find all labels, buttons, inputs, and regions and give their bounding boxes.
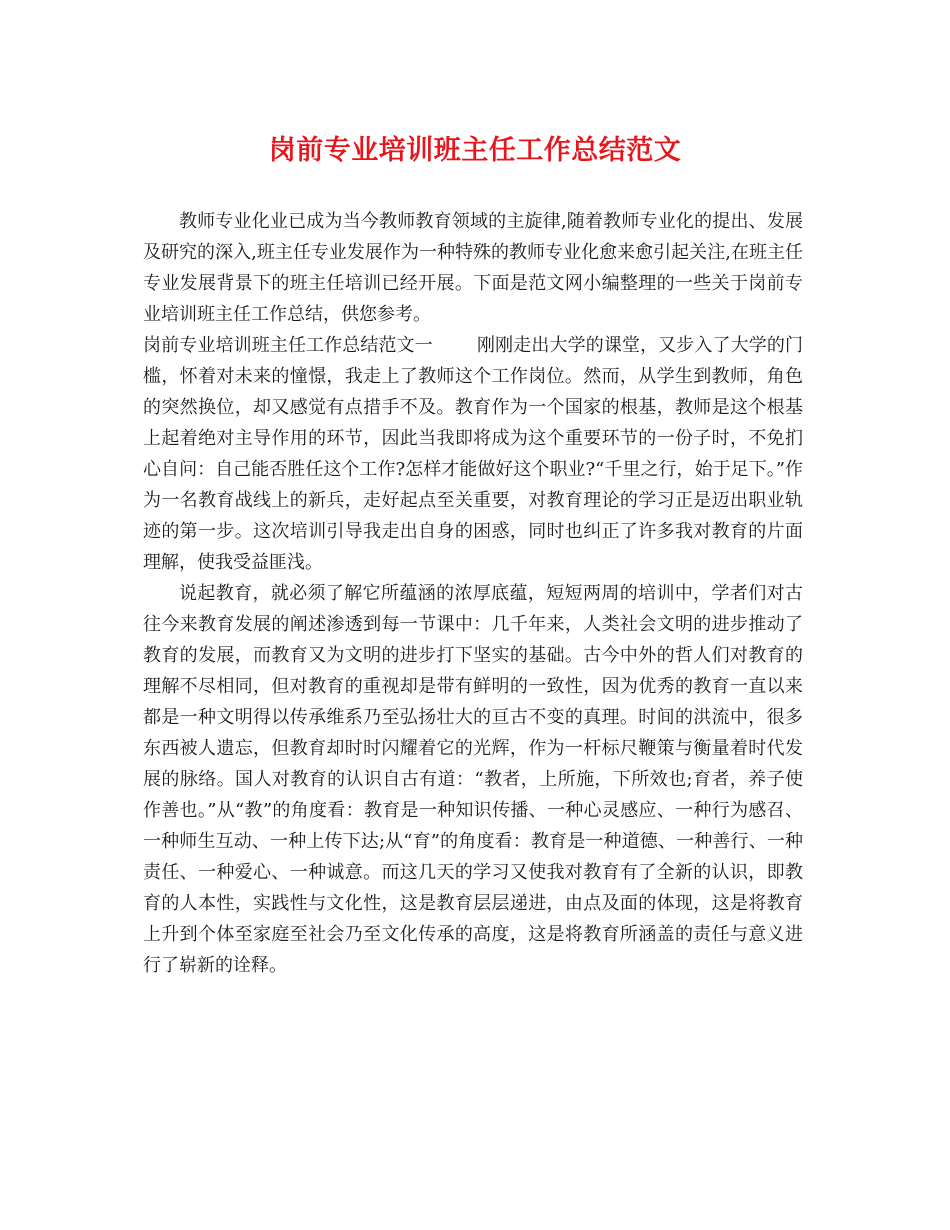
body-paragraph-2: 说起教育，就必须了解它所蕴涵的浓厚底蕴，短短两周的培训中，学者们对古往今来教育发展的阐述渗透到每一节课中：几千年来，人类社会文明的进步推动了教育的发展，而教育又为文明的进步打下坚实的基础。古今中外的哲人们对教育的理解不尽相同，但对教育的重视却是带有鲜明的一致性，因为优秀的教育一直以来都是一种文明得以传承维系乃至弘扬壮大的亘古不变的真理。时间的洪流中，很多东西被人遗忘，但教育却时时闪耀着它的光辉，作为一杆标尺鞭策与衡量着时代发展的脉络。国人对教育的认识自古有道：“教者，上所施，下所效也;育者，养子使作善也。”从“教”的角度看：教育是一种知识传播、一种心灵感应、一种行为感召、一种师生互动、一种上传下达;从“育”的角度看：教育是一种道德、一种善行、一种责任、一种爱心、一种诚意。而这几天的学习又使我对教育有了全新的认识，即教育的人本性，实践性与文化性，这是教育层层递进，由点及面的体现，这是将教育上升到个体至家庭至社会乃至文化传承的高度，这是将教育所涵盖的责任与意义进行了崭新的诠释。: [143, 583, 803, 976]
section-first-paragraph: 刚刚走出大学的课堂，又步入了大学的门槛，怀着对未来的憧憬，我走上了教师这个工作岗位。然而，从学生到教师，角色的突然换位，却又感觉有点措手不及。教育作为一个国家的根基，教师是这个根基上起着绝对主导作用的环节，因此当我即将成为这个重要环节的一份子时，不免扪心自问：自己能否胜任这个工作?怎样才能做好这个职业?“千里之行，始于足下。”作为一名教育战线上的新兵，走好起点至关重要，对教育理论的学习正是迈出职业轨迹的第一步。这次培训引导我走出自身的困惑，同时也纠正了许多我对教育的片面理解，使我受益匪浅。: [143, 335, 804, 573]
section-heading: 岗前专业培训班主任工作总结范文一: [143, 335, 433, 356]
document-body: [143, 206, 803, 981]
section-paragraph: [143, 330, 803, 578]
intro-paragraph: 教师专业化业已成为当今教师教育领域的主旋律,随着教师专业化的提出、发展及研究的深入,班主任专业发展作为一种特殊的教师专业化愈来愈引起关注,在班主任专业发展背景下的班主任培训已经开展。下面是范文网小编整理的一些关于岗前专业培训班主任工作总结，供您参考。: [143, 211, 803, 325]
document-title: 岗前专业培训班主任工作总结范文: [268, 135, 682, 166]
